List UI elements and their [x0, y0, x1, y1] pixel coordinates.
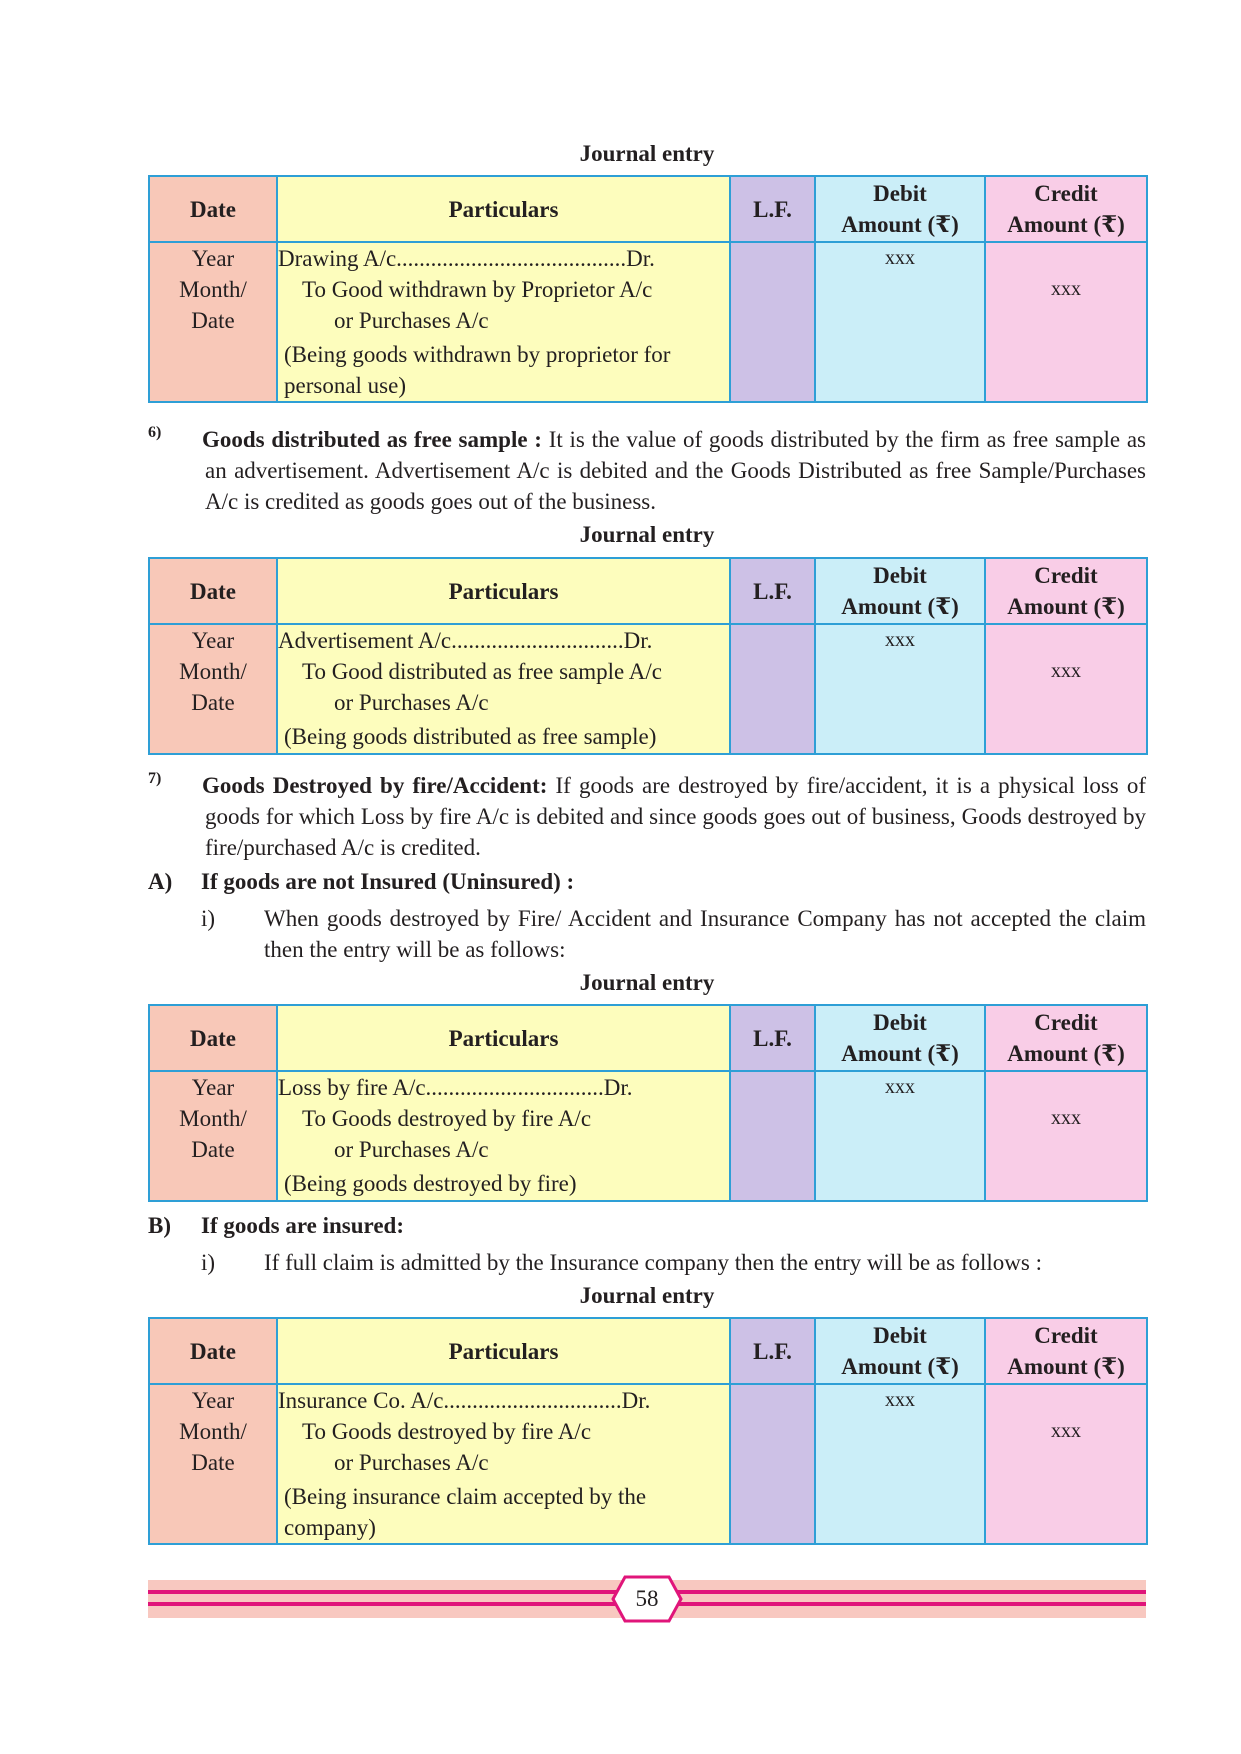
header-credit: Credit Amount (₹) [985, 558, 1147, 624]
header-lf: L.F. [730, 176, 815, 242]
header-credit: Credit Amount (₹) [985, 1005, 1147, 1071]
header-credit [985, 176, 1147, 242]
date-cell: Year Month/ Date [149, 1071, 277, 1201]
journal-entry-caption: Journal entry [579, 970, 715, 995]
header-date: Date [149, 1005, 277, 1071]
header-debit-2: Amount (₹) [841, 212, 959, 237]
journal-table-3 [148, 1004, 1148, 1202]
header-particulars: Particulars [277, 176, 730, 242]
section-title: Goods Destroyed by fire/Accident: [202, 773, 548, 798]
header-debit: Debit Amount (₹) [815, 1318, 985, 1384]
credit-alt-line: or Purchases A/c [334, 690, 489, 715]
journal-entry-caption: Journal entry [579, 522, 715, 547]
lf-cell [730, 242, 815, 402]
subsection-title: If goods are insured: [201, 1213, 404, 1238]
section-7 [148, 770, 1146, 863]
header-credit: Credit Amount (₹) [985, 1318, 1147, 1384]
credit-amount: xxx [985, 1071, 1147, 1201]
lf-cell [730, 1384, 815, 1544]
section-text: It is the value of goods distributed by the firm as free sample as an advertisement. Advertisement A/c is debited and the Goods Distributed as free Sample/Purchases A/c is credited as goods goes out of the business. [205, 427, 1146, 514]
narration: (Being goods withdrawn by proprietor for personal use) [284, 342, 671, 398]
lf-cell [730, 1071, 815, 1201]
header-credit-1: Credit [1034, 181, 1098, 206]
credit-amount: xxx [985, 1384, 1147, 1544]
subsection-title: If goods are not Insured (Uninsured) : [201, 869, 575, 894]
credit-line: To Good distributed as free sample A/c [302, 659, 662, 684]
debit-amount: xxx [815, 1071, 985, 1201]
subsection-b-i: i) If full claim is admitted by the Insurance company then the entry will be as follows : [148, 1247, 1146, 1278]
particulars-cell [277, 242, 730, 402]
debit-line: Loss by fire A/c...............................Dr. [278, 1075, 633, 1100]
journal-table-4 [148, 1317, 1148, 1545]
credit-line: To Goods destroyed by fire A/c [302, 1106, 592, 1131]
particulars-cell [277, 1071, 730, 1201]
subsection-text: If full claim is admitted by the Insurance company then the entry will be as follows : [264, 1250, 1042, 1275]
credit-amount: xxx [985, 624, 1147, 754]
date-cell: Year Month/ Date [149, 1384, 277, 1544]
credit-line: To Good withdrawn by Proprietor A/c [302, 277, 653, 302]
debit-amount: xxx [815, 1384, 985, 1544]
narration: (Being goods distributed as free sample) [284, 724, 657, 749]
lf-cell [730, 624, 815, 754]
header-credit-2: Amount (₹) [1007, 212, 1125, 237]
journal-table-1 [148, 175, 1148, 403]
header-date: Date [149, 1318, 277, 1384]
header-lf: L.F. [730, 1318, 815, 1384]
subsection-text: When goods destroyed by Fire/ Accident and Insurance Company has not accepted the claim then the entry will be as follows: [264, 906, 1146, 962]
journal-table-2 [148, 557, 1148, 755]
journal-entry-caption: Journal entry [579, 141, 715, 166]
credit-alt-line: or Purchases A/c [334, 308, 489, 333]
section-text: If goods are destroyed by fire/accident, it is a physical loss of goods for which Loss by fire A/c is debited and since goods goes out of business, Goods destroyed by fire/purchased A/c is credited. [205, 773, 1146, 860]
section-title: Goods distributed as free sample : [202, 427, 542, 452]
debit-amount: xxx [815, 242, 985, 402]
header-particulars: Particulars [277, 1318, 730, 1384]
section-6 [148, 424, 1146, 517]
subsection-a-i: i) When goods destroyed by Fire/ Accident and Insurance Company has not accepted the claim then the entry will be as follows: [148, 903, 1146, 965]
credit-alt-line: or Purchases A/c [334, 1450, 489, 1475]
particulars-cell [277, 624, 730, 754]
date-cell: Year Month/ Date [149, 242, 277, 402]
header-lf: L.F. [730, 1005, 815, 1071]
debit-line: Insurance Co. A/c...............................Dr. [278, 1388, 651, 1413]
header-date: Date [149, 558, 277, 624]
journal-entry-caption: Journal entry [579, 1283, 715, 1308]
debit-amount: xxx [815, 624, 985, 754]
page-footer [148, 1580, 1146, 1618]
header-debit [815, 176, 985, 242]
particulars-cell [277, 1384, 730, 1544]
section-number: 6) [148, 424, 162, 441]
section-number: 7) [148, 770, 162, 787]
header-particulars: Particulars [277, 558, 730, 624]
credit-alt-line: or Purchases A/c [334, 1137, 489, 1162]
header-debit: Debit Amount (₹) [815, 558, 985, 624]
header-debit-1: Debit [873, 181, 927, 206]
debit-line: Drawing A/c........................................Dr. [278, 246, 655, 271]
credit-line: To Goods destroyed by fire A/c [302, 1419, 592, 1444]
date-cell: Year Month/ Date [149, 624, 277, 754]
credit-amount: xxx [985, 242, 1147, 402]
header-particulars: Particulars [277, 1005, 730, 1071]
header-lf: L.F. [730, 558, 815, 624]
header-debit: Debit Amount (₹) [815, 1005, 985, 1071]
page-number: 58 [635, 1586, 659, 1611]
narration: (Being goods destroyed by fire) [284, 1171, 577, 1196]
debit-line: Advertisement A/c..............................Dr. [278, 628, 653, 653]
narration: (Being insurance claim accepted by the company) [284, 1484, 647, 1540]
header-date: Date [149, 176, 277, 242]
